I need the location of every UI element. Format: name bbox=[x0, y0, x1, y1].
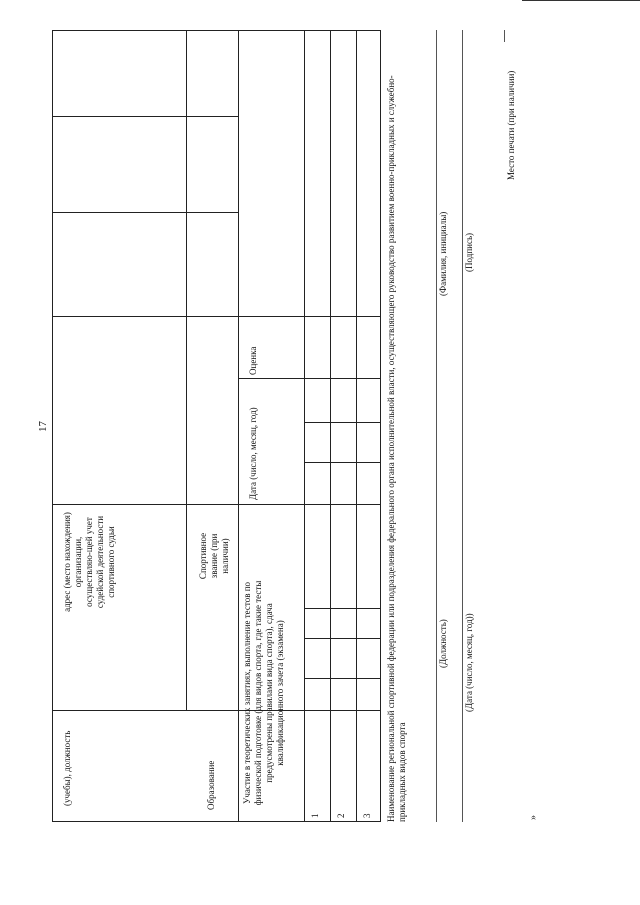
training-header: Участие в теоретических занятиях, выполнение тестов по физической подготовке (для видов спорта, где такие тесты предусмотрены правилами вида спорта), сдача квалификационного зачета (экзамена) bbox=[242, 580, 285, 806]
organization-text: Наименование региональной спортивной федерации или подразделения федерального органа исполнительной власти, осуществляющего руководство развитием военно-прикладных и служебно-прикладных видов спорта bbox=[386, 75, 407, 822]
grid-line-4 bbox=[304, 462, 381, 463]
grid-line-6 bbox=[304, 638, 381, 639]
row-number-1: 1 bbox=[310, 813, 320, 818]
date-signature-line bbox=[462, 30, 463, 822]
page-number: 17 bbox=[37, 421, 49, 432]
position-name-line bbox=[436, 30, 437, 822]
col-divider-e bbox=[52, 710, 381, 711]
col-divider-c bbox=[52, 316, 238, 317]
grade-header: Оценка bbox=[248, 346, 258, 375]
grid-line-7 bbox=[304, 678, 381, 679]
table-border-right bbox=[380, 30, 381, 822]
label-education: Образование bbox=[206, 760, 216, 810]
table-border-left bbox=[52, 30, 53, 822]
date-header: Дата (число, месяц, год) bbox=[248, 407, 258, 500]
cell-sport-title: Спортивное звание (при наличии) bbox=[198, 532, 230, 580]
stamp-caption: Место печати (при наличии) bbox=[506, 70, 516, 180]
row-divider-4 bbox=[330, 30, 331, 822]
col-divider-d bbox=[52, 504, 381, 505]
grid-line-3 bbox=[304, 422, 381, 423]
grid-line-1 bbox=[238, 316, 381, 317]
row-divider-1 bbox=[186, 30, 187, 710]
grid-line-5 bbox=[304, 608, 381, 609]
row-divider-3 bbox=[304, 30, 305, 822]
signature-caption: (Подпись) bbox=[464, 232, 474, 272]
table-border-bottom bbox=[52, 821, 381, 822]
grid-line-2 bbox=[238, 378, 381, 379]
corner-rule bbox=[522, 0, 640, 1]
table-border-top bbox=[52, 30, 381, 31]
row-number-2: 2 bbox=[336, 813, 346, 818]
cell-organization-address: адрес (место нахождения) организации, осуществляю-щей учет судейской деятельности спортивного судьи bbox=[62, 512, 116, 612]
row-divider-2 bbox=[238, 30, 239, 822]
name-caption: (Фамилия, инициалы) bbox=[438, 211, 448, 296]
date-caption: (Дата (число, месяц, год)) bbox=[464, 613, 474, 712]
row-divider-5 bbox=[356, 30, 357, 822]
col-divider-b bbox=[52, 212, 238, 213]
row-number-3: 3 bbox=[362, 813, 372, 818]
position-caption: (Должность) bbox=[438, 619, 448, 668]
stamp-mark bbox=[504, 30, 505, 42]
label-study-position: (учебы), должность bbox=[62, 730, 72, 806]
quote-mark: » bbox=[528, 815, 539, 820]
col-divider-a bbox=[52, 116, 238, 117]
